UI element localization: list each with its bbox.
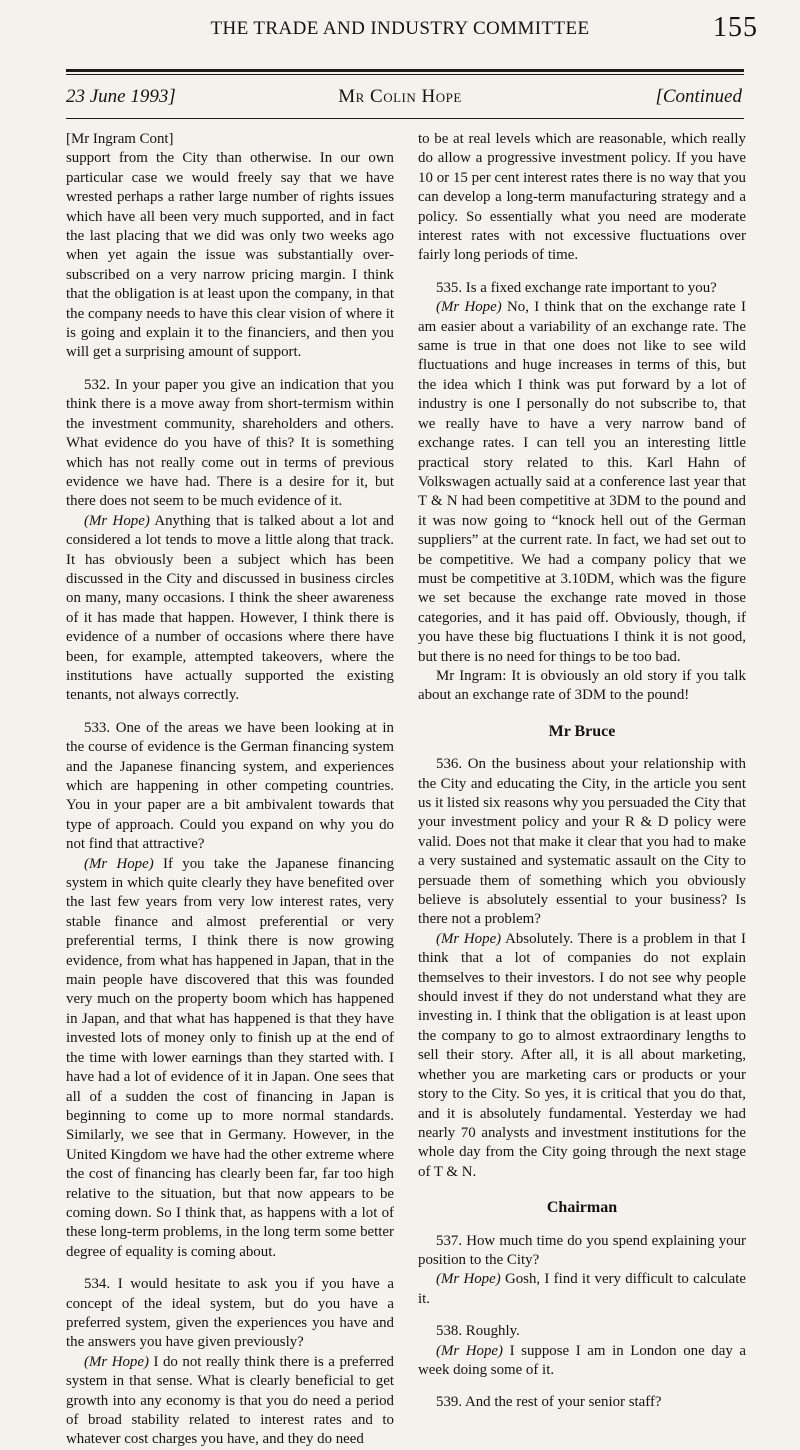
answer-speaker: (Mr Hope)	[84, 512, 150, 529]
answer-532	[66, 512, 394, 706]
answer-536	[418, 930, 746, 1182]
speaker-continuation-note	[66, 130, 394, 149]
question-539: 539. And the rest of your senior staff?	[436, 1394, 662, 1411]
answer-text: No, I think that on the exchange rate I am easier about a variability of an exchange rate. The same is true in that one does not like to see wild fluctuations and huge increases in terms of this, but the idea which I think was put forward by a lot of industry is one I personally do not subscribe to, that we really have to have a very narrow band of exchange rates. I can tell you an interesting little practical story related to this. Karl Hahn of Volkswagen actually said at a conference last year that T & N had been competitive at 3DM to the pound and it was now going to “knock hell out of the German suppliers” at the current rate. In fact, we had set out to be competitive. We had a company policy that we must be competitive at 3.10DM, which was the figure we set because the exchange rate moved in those categories, and it has paid off. Obviously, though, if you have these big fluctuations I think it is not good, but there is no need for things to be too bad.	[418, 299, 746, 665]
answer-534	[66, 1353, 394, 1450]
answer-speaker: (Mr Hope)	[436, 299, 502, 316]
question-536: 536. On the business about your relationship with the City and educating the City, in the article you sent us it listed six reasons why you persuaded the City that your investment policy and your R & D policy were valid. Does not that make it clear that you had to make a very sustained and systematic assault on the City to persuade them of something which you obviously believe is absolutely essential to your business? Is there not a problem?	[418, 756, 746, 928]
answer-text: Absolutely. There is a problem in that I think that a lot of companies do not explain themselves to their investors. I do not see why people should invest if they do not understand what they are investing in. I think that the obligation is at least upon the company to go to almost extraordinary lengths to sell their story. After all, it is all about marketing, whether you are marketing cars or products or your story to the City. So yes, it is critical that you do that, and it is absolutely fundamental. Yesterday we had nearly 70 analysts and investment institutions for the whole day from the City going through the next stage of T & N.	[418, 930, 746, 1180]
witness-name: Mr Colin Hope	[338, 86, 462, 107]
right-column	[418, 130, 746, 1413]
answer-text: Anything that is talked about a lot and considered a lot tends to move a little along that track. It has obviously been a subject which has been discussed in the City and discussed in business circles on many, many occasions. I think the sheer awareness of it has made that happen. However, I think there is evidence of a number of occasions where there have been, for example, attempted takeovers, where the institutions have actually supported the existing tenants, not always correctly.	[66, 512, 394, 704]
session-date: 23 June 1993]	[66, 86, 176, 107]
answer-speaker: (Mr Hope)	[84, 855, 154, 872]
continued-label: [Continued	[655, 86, 742, 107]
question-533: 533. One of the areas we have been looking at in the course of evidence is the German financing system and the Japanese financing system, and experiences which are happening in other competing countries. You in your paper are a bit ambivalent towards that type of approach. Could you expand on why you do not find that attractive?	[66, 719, 394, 853]
page-number: 155	[713, 12, 758, 43]
answer-text: Gosh, I find it very difficult to calculate it.	[418, 1271, 747, 1307]
subheader-rule	[66, 118, 744, 119]
answer-speaker: (Mr Hope)	[436, 1342, 503, 1359]
question-535: 535. Is a fixed exchange rate important to you?	[436, 279, 717, 296]
left-column	[66, 130, 394, 1450]
speaker-note: [Mr Ingram Cont]	[66, 131, 174, 147]
ingram-remark: Mr Ingram: It is obviously an old story if you talk about an exchange rate of 3DM to the pound!	[418, 667, 746, 704]
question-537: 537. How much time do you spend explaining your position to the City?	[418, 1232, 746, 1268]
paragraph: to be at real levels which are reasonable, which really do allow a progressive investment policy. If you have 10 or 15 per cent interest rates there is no way that you can develop a long-term manufacturing strategy and a policy. So essentially what you need are moderate interest rates with not excessive fluctuations over fairly long periods of time.	[418, 131, 746, 264]
question-538: 538. Roughly.	[436, 1323, 520, 1340]
question-534: 534. I would hesitate to ask you if you have a concept of the ideal system, but do you have a preferred system, given the experiences you have and the answers you have given previously?	[66, 1276, 394, 1351]
section-heading-bruce: Mr Bruce	[548, 722, 616, 740]
answer-535	[418, 298, 746, 667]
answer-speaker: (Mr Hope)	[436, 1271, 501, 1288]
running-header-title: THE TRADE AND INDUSTRY COMMITTEE	[210, 18, 590, 39]
answer-538	[418, 1342, 746, 1381]
header-rule-thin	[66, 74, 744, 75]
header-rule-thick	[66, 69, 744, 72]
answer-text: If you take the Japanese financing system in which quite clearly they have benefited over the last few years from very low interest rates, very stable finance and almost preferential or very preferential terms, I think there is now growing evidence, from what has happened in Japan, that in the main people have discovered that this was founded very much on the property boom which has happened in Japan, and that what has happened is that they have invested lots of money only to finish up at the end of the time with lower earnings than they started with. I have had a lot of evidence of it in Japan. One sees that all of a sudden the cost of financing in Japan is beginning to come up to more normal standards. Similarly, we see that in Germany. However, in the United Kingdom we have had the other extreme where the cost of financing has clearly been far, far too high relative to the situation, but that now appears to be coming down. So I think that, as happens with a lot of these long-term problems, in the long term some better degree of equality is coming about.	[66, 855, 395, 1260]
answer-533	[66, 855, 394, 1263]
section-heading-chairman: Chairman	[546, 1199, 618, 1217]
question-532: 532. In your paper you give an indication that you think there is a move away from short-termism within the investment community, shareholders and others. What evidence do you have of this? It is something which has not really come out in terms of previous evidence we have had. There is a desire for it, but there does not seem to be much evidence of it.	[66, 376, 394, 510]
answer-text: I do not really think there is a preferred system in that sense. What is clearly beneficial to get growth into any economy is that you do need a period of broad stability related to interest rates and to whatever cost charges you have, and they do need	[66, 1353, 395, 1448]
paragraph: support from the City than otherwise. In our own particular case we would freely say that we have wrested perhaps a rather large number of rights issues which have all been very much supported, and in fact the last placing that we did was only two weeks ago when yet again the issue was substantially over-subscribed on a very narrow pricing margin. I think that the obligation is at least upon the company, in that the company needs to have this clear vision of where it is going and explain it to the financiers, and then you will get a surprising amount of support.	[66, 150, 394, 361]
answer-text: I suppose I am in London one day a week doing some of it.	[418, 1342, 747, 1378]
answer-speaker: (Mr Hope)	[84, 1353, 149, 1370]
answer-537	[418, 1270, 746, 1309]
answer-speaker: (Mr Hope)	[436, 930, 502, 947]
